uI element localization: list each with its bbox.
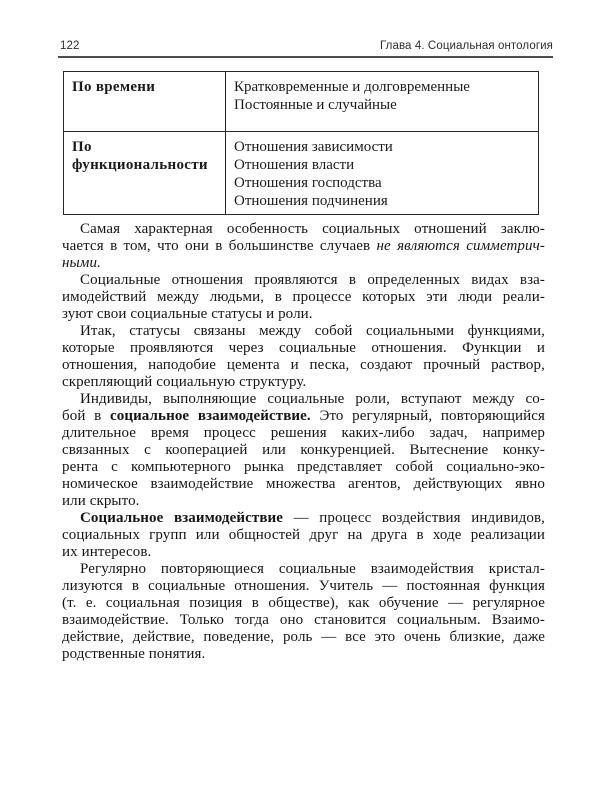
text-line: скрепляющий социальную структуру. (62, 374, 307, 390)
text-line: родственные понятия. (62, 646, 206, 662)
classification-table-body (64, 72, 539, 215)
text-line: номическое взаимодействие множества агентов, действующих явно (62, 476, 545, 492)
text-line: взаимодействие. Только тогда оно становится социальным. Взаимо- (62, 612, 545, 628)
header-rule (58, 56, 553, 58)
chapter-title: Глава 4. Социальная онтология (379, 40, 553, 52)
text-line: чается в том, что они в большинстве случаев не являются симметрич- (62, 238, 545, 254)
text-line: Самая характерная особенность социальных отношений заклю- (80, 221, 545, 237)
text-line: которые проявляются через социальные отношения. Функции и (62, 340, 545, 356)
text-line: лизуются в социальные отношения. Учитель — постоянная функция (62, 578, 545, 594)
text-line: связанных с кооперацией или конкуренцией. Вытеснение конку- (62, 442, 545, 458)
text-line: бой в социальное взаимодействие. Это регулярный, повторяющийся (62, 408, 546, 424)
table-value-line: Отношения господства (234, 175, 382, 191)
table-label-cell: По времени (64, 72, 226, 132)
table-value-line: Отношения зависимости (234, 139, 393, 155)
table-value-line: Кратковременные и долговременные (234, 79, 470, 95)
table-value-line: Отношения подчинения (234, 193, 388, 209)
text-line: Регулярно повторяющиеся социальные взаимодействия кристал- (80, 561, 545, 577)
text-line: ными. (62, 255, 101, 271)
table-row (64, 132, 539, 215)
text-line: Социальные отношения проявляются в определенных видах вза- (80, 272, 545, 288)
body-text (62, 221, 545, 663)
text-line: имодействий между людьми, в процессе которых эти люди реали- (62, 289, 545, 305)
table-value-line: Постоянные и случайные (234, 97, 397, 113)
text-line: отношения, наподобие цемента и песка, создают прочный раствор, (62, 357, 545, 373)
text-line: социальных групп или общностей друг на друга в ходе реализации (62, 527, 545, 543)
table-value-line: Отношения власти (234, 157, 355, 173)
text-line: (т. е. социальная позиция в обществе), как обучение — регулярное (62, 595, 545, 611)
text-line: рента с компьютерного рынка представляет собой социально-эко- (62, 459, 545, 475)
text-line: или скрыто. (62, 493, 140, 509)
table-values-cell (226, 132, 539, 215)
text-line: Итак, статусы связаны между собой социальными функциями, (80, 323, 545, 339)
text-line: действие, действие, поведение, роль — все это очень близкие, даже (62, 629, 545, 645)
text-line: зуют свои социальные статусы и роли. (62, 306, 313, 322)
table-values-cell (226, 72, 539, 132)
classification-table (63, 71, 539, 215)
running-header (60, 40, 553, 52)
table-label-cell: По функциональности (64, 132, 226, 215)
text-line: их интересов. (62, 544, 152, 560)
text-line: длительное время процесс решения каких-либо задач, например (62, 425, 545, 441)
text-line: Социальное взаимодействие — процесс воздействия индивидов, (80, 510, 545, 526)
table-row (64, 72, 539, 132)
page-number: 122 (60, 40, 80, 52)
text-line: Индивиды, выполняющие социальные роли, вступают между со- (80, 391, 545, 407)
